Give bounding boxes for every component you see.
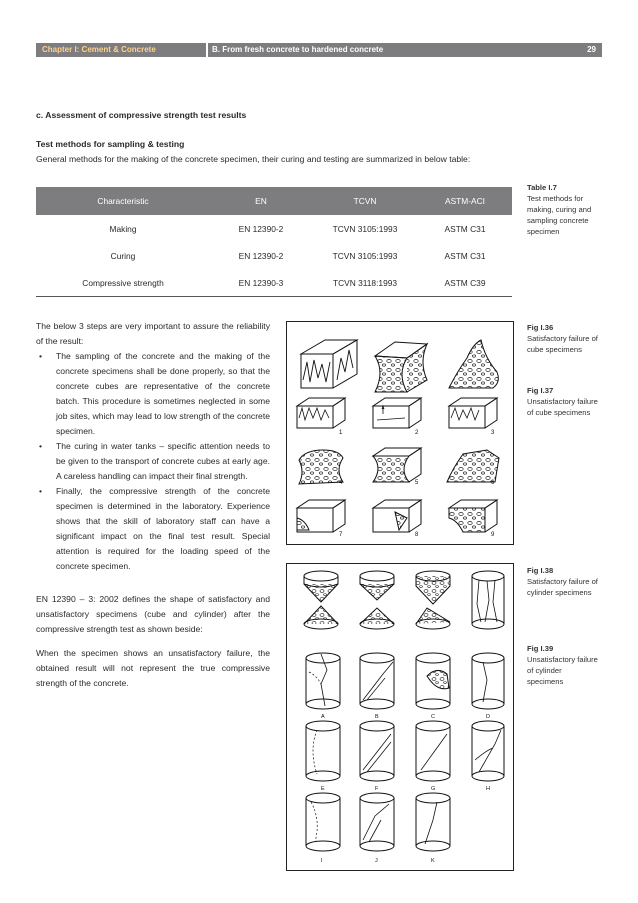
caption-text: Unsatisfactory failure of cube specimens — [527, 397, 598, 417]
cylinder-label: K — [431, 858, 435, 864]
fig36-caption — [527, 322, 599, 355]
caption-label: Table I.7 — [527, 183, 557, 192]
fig39-caption — [527, 643, 599, 687]
cylinder-satisfactory-4 — [472, 571, 504, 629]
cylinder-failure-figure — [286, 563, 514, 871]
intro-text: General methods for the making of the concrete specimen, their curing and testing are summarized in below table: — [36, 154, 471, 164]
cube-satisfactory-a — [301, 340, 357, 388]
table-cell: ASTM C39 — [444, 277, 486, 288]
caption-label: Fig I.39 — [527, 644, 554, 653]
cube-label: 8 — [415, 532, 419, 538]
table-cell: TCVN 3118:1993 — [332, 277, 398, 288]
cylinder-b — [360, 653, 394, 709]
cylinder-label: H — [486, 786, 490, 792]
list-item: • The sampling of the concrete and the making of the concrete specimens shall be done properly, so that the concrete cubes are representative of the concrete batch. This procedure is sometimes neglected in some job sites, which may lead to low strength of the concrete specimen. — [36, 349, 270, 439]
cylinder-h — [472, 721, 504, 781]
table-header-row — [36, 187, 512, 215]
body-paragraph: The below 3 steps are very important to assure the reliability of the result: — [36, 321, 270, 346]
cube-2 — [373, 398, 421, 428]
body-text — [36, 319, 270, 574]
table-header-cell: Characteristic — [36, 187, 210, 215]
cube-label: 5 — [415, 480, 419, 486]
cylinder-satisfactory-3 — [416, 571, 450, 629]
cube-9 — [449, 500, 497, 532]
table-header-cell: ASTM-ACI — [418, 187, 512, 215]
cube-4 — [299, 450, 343, 484]
fig37-caption — [527, 385, 599, 418]
caption-label: Fig I.38 — [527, 566, 554, 575]
cylinder-label: C — [431, 714, 435, 720]
cylinder-label: E — [321, 786, 325, 792]
cube-label: 7 — [339, 532, 343, 538]
cylinder-i — [306, 793, 340, 851]
caption-text: Test methods for making, curing and sampling concrete specimen — [527, 194, 592, 236]
table-header-cell: EN — [210, 187, 312, 215]
table-row — [36, 242, 512, 269]
cylinder-label: J — [375, 858, 378, 864]
cylinder-label: F — [375, 786, 379, 792]
table-cell: TCVN 3105:1993 — [332, 223, 398, 234]
cube-7 — [297, 500, 345, 532]
cube-3 — [449, 398, 497, 428]
cube-5 — [373, 448, 421, 482]
section-heading: c. Assessment of compressive strength test results — [36, 110, 247, 120]
cylinder-j — [360, 793, 394, 851]
page-number: 29 — [587, 45, 596, 54]
cube-8 — [373, 500, 421, 532]
cube-failure-figure — [286, 321, 514, 545]
table-cell: EN 12390-2 — [238, 250, 284, 261]
section-title: B. From fresh concrete to hardened concrete — [212, 45, 384, 54]
caption-text: Satisfactory failure of cylinder specimens — [527, 577, 598, 597]
caption-text: Satisfactory failure of cube specimens — [527, 334, 598, 354]
table-caption — [527, 182, 599, 237]
cylinder-a — [306, 653, 340, 709]
list-item: • The curing in water tanks – specific attention needs to be given to the transport of concrete cubes at early age. A careless handling can impact their final strength. — [36, 439, 270, 484]
subsection-heading: Test methods for sampling & testing — [36, 139, 185, 149]
table-cell: EN 12390-2 — [238, 223, 284, 234]
cylinder-f — [360, 721, 394, 781]
table-cell: Making — [109, 223, 137, 234]
cylinder-c — [416, 653, 450, 709]
chapter-header: Chapter I: Cement & Concrete — [36, 43, 206, 57]
cube-label: 2 — [415, 430, 419, 436]
table-cell: Curing — [110, 250, 136, 261]
cube-label: 9 — [491, 532, 495, 538]
caption-label: Fig I.37 — [527, 386, 554, 395]
caption-text: Unsatisfactory failure of cylinder specimens — [527, 655, 598, 686]
cube-satisfactory-c — [449, 340, 498, 388]
cube-satisfactory-b — [375, 342, 427, 392]
cylinder-e — [306, 721, 340, 781]
body-paragraph-conclusion: When the specimen shows an unsatisfactory failure, the obtained result will not represent the true compressive strength of the concrete. — [36, 648, 270, 688]
cylinder-label: D — [486, 714, 490, 720]
table-row — [36, 215, 512, 242]
cylinder-satisfactory-1 — [304, 571, 338, 629]
cylinder-label: I — [321, 858, 323, 864]
cube-label: 1 — [339, 430, 343, 436]
section-header — [208, 43, 602, 57]
cube-label: 4 — [339, 480, 343, 486]
cube-failure-drawing — [287, 322, 513, 544]
table-cell: Compressive strength — [82, 277, 164, 288]
body-paragraph-standard: EN 12390 – 3: 2002 defines the shape of satisfactory and unsatisfactory specimens (cube and cylinder) after the compressive strength test as shown beside: — [36, 594, 270, 634]
caption-label: Fig I.36 — [527, 323, 554, 332]
fig38-caption — [527, 565, 599, 598]
steps-list — [36, 349, 270, 574]
list-item: • Finally, the compressive strength of the concrete specimen is determined in the laboratory. Experience shows that the skill of laboratory staff can have a significant impact on the final test result. Special attention is required for the loading speed of the concrete specimen. — [36, 484, 270, 574]
cylinder-d — [472, 653, 504, 709]
table-row — [36, 269, 512, 297]
table-cell: TCVN 3105:1993 — [332, 250, 398, 261]
cylinder-g — [416, 721, 450, 781]
cylinder-label: G — [431, 786, 436, 792]
cylinder-satisfactory-2 — [360, 571, 394, 629]
table-cell: ASTM C31 — [444, 250, 486, 261]
cylinder-k — [416, 793, 450, 851]
cylinder-failure-drawing — [287, 564, 513, 870]
cylinder-label: A — [321, 714, 325, 720]
table-header-cell: TCVN — [312, 187, 418, 215]
cube-label: 6 — [491, 480, 495, 486]
test-methods-table — [36, 187, 512, 297]
cylinder-label: B — [375, 714, 379, 720]
table-cell: ASTM C31 — [444, 223, 486, 234]
cube-1 — [297, 398, 345, 428]
cube-label: 3 — [491, 430, 495, 436]
table-cell: EN 12390-3 — [238, 277, 284, 288]
cube-6 — [447, 450, 499, 482]
